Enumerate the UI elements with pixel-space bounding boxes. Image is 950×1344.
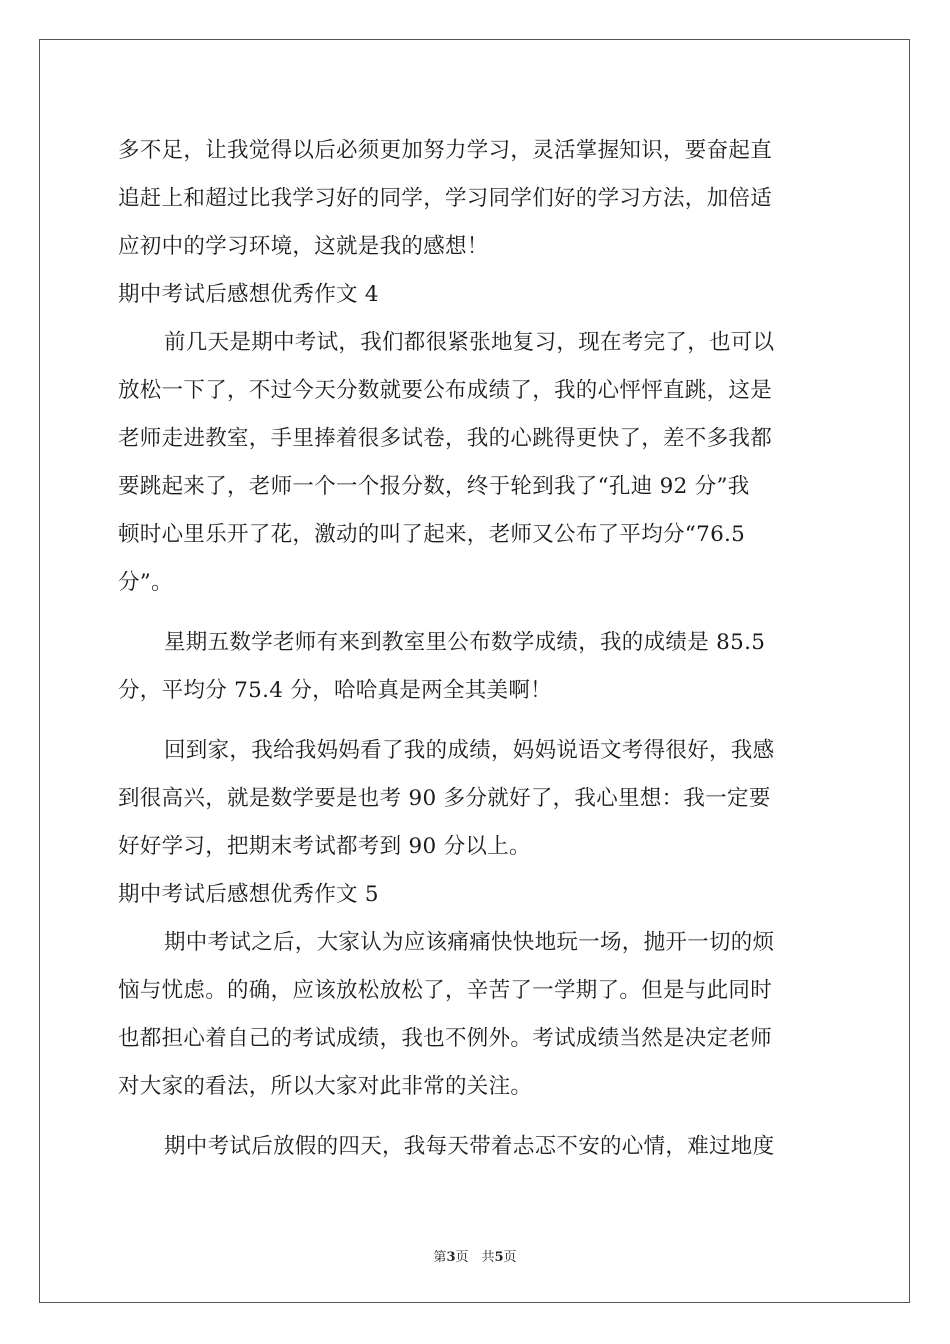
text-line: 要跳起来了，老师一个一个报分数，终于轮到我了“孔迪 92 分”我: [118, 474, 750, 499]
text-line: 分，平均分 75.4 分，哈哈真是两全其美啊！: [118, 678, 552, 703]
paragraph-spacing: [118, 607, 836, 619]
text-line: 放松一下了，不过今天分数就要公布成绩了，我的心怦怦直跳，这是: [118, 378, 773, 403]
current-page-number: 3: [446, 1250, 456, 1265]
text-line: 前几天是期中考试，我们都很紧张地复习，现在考完了，也可以: [164, 330, 775, 355]
paragraph: [118, 919, 836, 1111]
text-line: 期中考试之后，大家认为应该痛痛快快地玩一场，抛开一切的烦: [164, 930, 775, 955]
section-heading: [118, 871, 836, 919]
paragraph: [118, 127, 836, 271]
paragraph: [118, 319, 836, 607]
footer-suffix: 页: [503, 1250, 517, 1265]
footer-prefix: 第: [433, 1250, 447, 1265]
text-line: 应初中的学习环境，这就是我的感想！: [118, 234, 489, 259]
text-line: 期中考试后放假的四天，我每天带着忐忑不安的心情，难过地度: [164, 1134, 775, 1159]
text-line: 恼与忧虑。的确，应该放松放松了，辛苦了一学期了。但是与此同时: [118, 978, 773, 1003]
text-line: 回到家，我给我妈妈看了我的成绩，妈妈说语文考得很好，我感: [164, 738, 775, 763]
heading-text: 期中考试后感想优秀作文 5: [118, 882, 379, 907]
text-line: 多不足，让我觉得以后必须更加努力学习，灵活掌握知识，要奋起直: [118, 138, 773, 163]
section-heading: [118, 271, 836, 319]
text-line: 顿时心里乐开了花，激动的叫了起来，老师又公布了平均分“76.5: [118, 522, 746, 547]
footer-middle: 页 共: [455, 1250, 495, 1265]
paragraph: [118, 1123, 836, 1171]
text-line: 老师走进教室，手里捧着很多试卷，我的心跳得更快了，差不多我都: [118, 426, 773, 451]
page-footer: [0, 1246, 950, 1265]
text-line: 也都担心着自己的考试成绩，我也不例外。考试成绩当然是决定老师: [118, 1026, 773, 1051]
text-line: 对大家的看法，所以大家对此非常的关注。: [118, 1074, 533, 1099]
paragraph-spacing: [118, 1111, 836, 1123]
document-body: [118, 127, 836, 1171]
text-line: 星期五数学老师有来到教室里公布数学成绩，我的成绩是 85.5: [164, 630, 766, 655]
heading-text: 期中考试后感想优秀作文 4: [118, 282, 379, 307]
text-line: 追赶上和超过比我学习好的同学，学习同学们好的学习方法，加倍适: [118, 186, 773, 211]
text-line: 好好学习，把期末考试都考到 90 分以上。: [118, 834, 531, 859]
text-line: 分”。: [118, 570, 173, 595]
total-page-count: 5: [494, 1250, 504, 1265]
paragraph-spacing: [118, 715, 836, 727]
paragraph: [118, 619, 836, 715]
paragraph: [118, 727, 836, 871]
text-line: 到很高兴，就是数学要是也考 90 多分就好了，我心里想：我一定要: [118, 786, 771, 811]
